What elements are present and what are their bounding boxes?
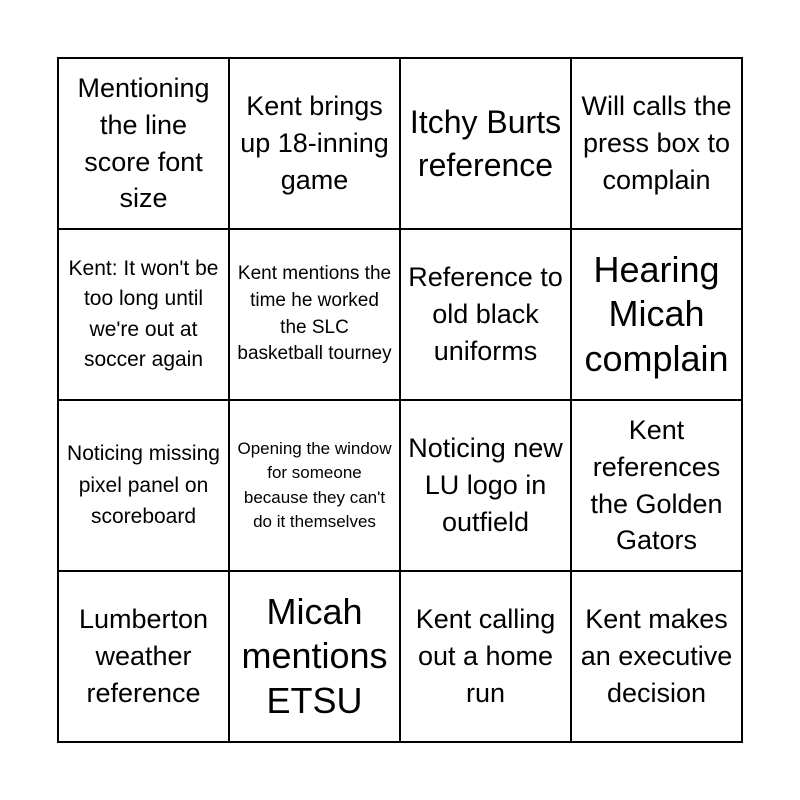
bingo-cell[interactable] — [229, 229, 400, 400]
cell-text: Kent: It won't be too long until we're out at soccer again — [68, 257, 219, 371]
bingo-cell[interactable] — [400, 229, 571, 400]
bingo-cell[interactable] — [400, 571, 571, 742]
bingo-cell[interactable] — [58, 400, 229, 571]
bingo-cell[interactable] — [58, 571, 229, 742]
cell-text: Will calls the press box to complain — [581, 91, 732, 195]
bingo-cell[interactable] — [229, 571, 400, 742]
bingo-cell[interactable] — [571, 571, 742, 742]
bingo-cell[interactable] — [571, 229, 742, 400]
cell-text: Kent brings up 18-inning game — [240, 91, 389, 195]
cell-text: Kent references the Golden Gators — [590, 414, 723, 556]
cell-text: Kent mentions the time he worked the SLC basketball tourney — [237, 262, 392, 365]
cell-text: Kent makes an executive decision — [580, 604, 733, 708]
cell-text: Noticing missing pixel panel on scoreboard — [67, 442, 220, 529]
bingo-cell[interactable] — [571, 58, 742, 229]
cell-text: Lumberton weather reference — [78, 604, 209, 708]
bingo-cell[interactable] — [571, 400, 742, 571]
cell-text: Reference to old black uniforms — [408, 262, 563, 366]
bingo-cell[interactable] — [400, 400, 571, 571]
cell-text: Opening the window for someone because they can't do it themselves — [237, 439, 392, 531]
cell-text: Micah mentions ETSU — [241, 590, 388, 721]
cell-text: Mentioning the line score font size — [77, 72, 210, 214]
bingo-cell[interactable] — [229, 58, 400, 229]
cell-text: Noticing new LU logo in outfield — [408, 433, 563, 537]
cell-text: Itchy Burts reference — [409, 104, 562, 183]
cell-text: Kent calling out a home run — [415, 604, 556, 708]
bingo-cell[interactable] — [229, 400, 400, 571]
cell-text: Hearing Micah complain — [584, 248, 729, 379]
bingo-cell[interactable] — [58, 229, 229, 400]
bingo-cell[interactable] — [58, 58, 229, 229]
bingo-cell[interactable] — [400, 58, 571, 229]
bingo-board — [57, 57, 743, 743]
